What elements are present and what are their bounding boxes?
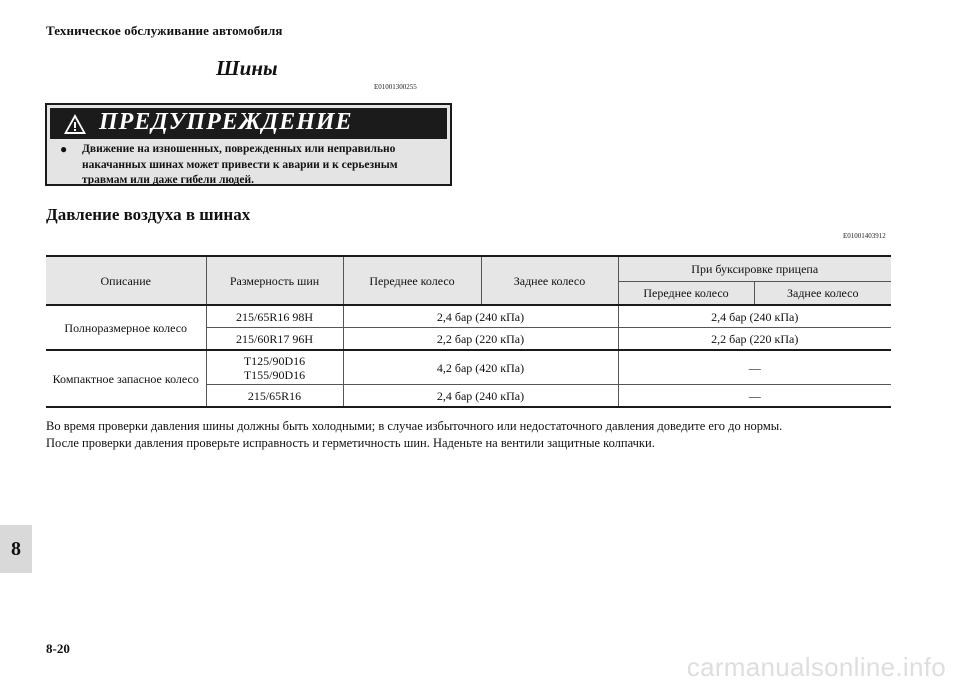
pressure-cell: 4,2 бар (420 кПа): [343, 350, 618, 385]
towing-pressure-cell: —: [618, 350, 891, 385]
note-line: Во время проверки давления шины должны быть холодными; в случае избыточного или недостаточного давления доведите его до нормы.: [46, 419, 783, 433]
warning-box: [45, 103, 452, 186]
warning-text: Движение на изношенных, поврежденных или неправильно накачанных шинах может привести к аварии и к серьезным травмам или даже гибели людей.: [82, 143, 398, 186]
subsection-title: Давление воздуха в шинах: [46, 205, 251, 224]
note-line: После проверки давления проверьте исправность и герметичность шин. Наденьте на вентили защитные колпачки.: [46, 436, 655, 450]
tire-size-cell: 215/65R16 98H: [206, 305, 343, 328]
watermark: carmanualsonline.info: [686, 652, 946, 682]
col-tire-size: Размерность шин: [206, 256, 343, 305]
section-title: Шины: [216, 56, 278, 80]
towing-pressure-cell: —: [618, 385, 891, 408]
chapter-tab: 8: [0, 525, 32, 573]
pressure-cell: 2,4 бар (240 кПа): [343, 305, 618, 328]
tire-size-cell: [206, 350, 343, 385]
towing-pressure-cell: 2,2 бар (220 кПа): [618, 328, 891, 351]
col-front-wheel: Переднее колесо: [343, 256, 481, 305]
group-label: Компактное запасное колесо: [46, 350, 206, 407]
tire-size-line: T125/90D16: [243, 353, 306, 368]
group-label: Полноразмерное колесо: [46, 305, 206, 350]
table-row: [46, 305, 891, 328]
page-number: 8-20: [46, 641, 70, 656]
notes: [46, 418, 906, 452]
tire-size-cell: 215/65R16: [206, 385, 343, 408]
warning-title: ПРЕДУПРЕЖДЕНИЕ: [99, 109, 353, 135]
col-towing: При буксировке прицепа: [618, 256, 891, 282]
section-code: E01001300255: [374, 83, 417, 91]
col-towing-rear: Заднее колесо: [754, 282, 891, 306]
towing-pressure-cell: 2,4 бар (240 кПа): [618, 305, 891, 328]
warning-body: [60, 142, 445, 189]
warning-header: [50, 108, 447, 139]
col-description: Описание: [46, 256, 206, 305]
table-row: [46, 350, 891, 385]
pressure-cell: 2,2 бар (220 кПа): [343, 328, 618, 351]
bullet-icon: ●: [60, 142, 68, 156]
col-rear-wheel: Заднее колесо: [481, 256, 618, 305]
col-towing-front: Переднее колесо: [618, 282, 754, 306]
running-header: Техническое обслуживание автомобиля: [46, 23, 283, 38]
tire-size-line: T155/90D16: [243, 367, 306, 382]
pressure-cell: 2,4 бар (240 кПа): [343, 385, 618, 408]
tire-pressure-table: [46, 255, 891, 408]
tire-size-cell: 215/60R17 96H: [206, 328, 343, 351]
warning-triangle-icon: [63, 113, 87, 135]
subsection-code: E01001403912: [843, 232, 886, 240]
